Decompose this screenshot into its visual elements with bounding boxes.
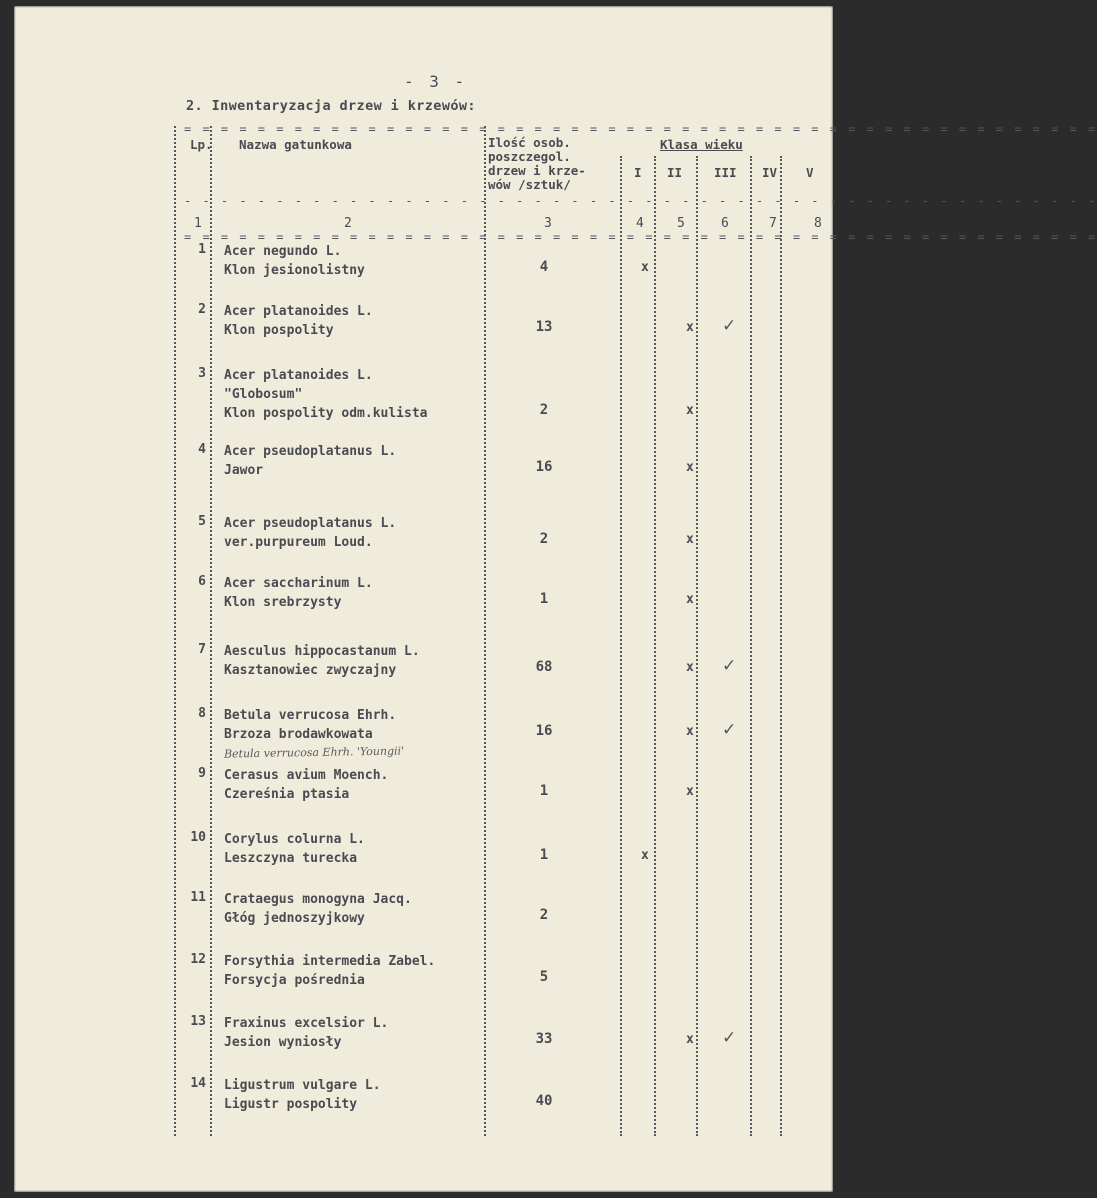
species-latin-name: Ligustrum vulgare L.: [224, 1078, 381, 1093]
species-polish-name: Jawor: [224, 463, 264, 478]
row-number: 6: [198, 574, 206, 589]
column-separator: [210, 126, 212, 1136]
check-mark-icon: ✓: [722, 1028, 737, 1048]
species-polish-name: Brzoza brodawkowata: [224, 727, 373, 742]
header-name: Nazwa gatunkowa: [239, 137, 352, 152]
age-class-mark: x: [641, 260, 649, 275]
column-number-7: 7: [769, 216, 777, 231]
row-number: 13: [190, 1014, 206, 1029]
row-number: 1: [198, 242, 206, 257]
specimen-count: 4: [539, 259, 549, 275]
species-latin-name: Fraxinus excelsior L.: [224, 1016, 389, 1031]
column-number-4: 4: [636, 216, 644, 231]
header-mid-rule: - - - - - - - - - - - - - - - - - - - - - - - - - - - - - - - - - - - - - - - - - - - - - - - - - -: [184, 194, 1097, 208]
row-number: 9: [198, 766, 206, 781]
row-number: 4: [198, 442, 206, 457]
species-latin-name: Acer saccharinum L.: [224, 576, 373, 591]
header-lp: Lp.: [190, 137, 213, 152]
species-polish-name: ver.purpureum Loud.: [224, 535, 373, 550]
specimen-count: 2: [539, 907, 549, 923]
row-number: 7: [198, 642, 206, 657]
handwritten-note: Betula verrucosa Ehrh. 'Youngii': [223, 744, 405, 761]
species-polish-name: Głóg jednoszyjkowy: [224, 911, 365, 926]
age-class-mark: x: [686, 532, 694, 547]
header-bottom-rule: = = = = = = = = = = = = = = = = = = = = = = = = = = = = = = = = = = = = = = = = = = = = = = = = = =: [184, 230, 1097, 244]
column-separator: [780, 156, 782, 1136]
specimen-count: 33: [535, 1031, 553, 1047]
specimen-count: 1: [539, 591, 549, 607]
age-class-mark: x: [686, 1032, 694, 1047]
age-class-mark: x: [686, 660, 694, 675]
age-class-mark: x: [686, 592, 694, 607]
header-top-rule: = = = = = = = = = = = = = = = = = = = = = = = = = = = = = = = = = = = = = = = = = = = = = = = = = =: [184, 122, 1097, 136]
species-polish-name: Czereśnia ptasia: [224, 787, 350, 802]
header-class-i: I: [634, 165, 642, 180]
column-number-5: 5: [677, 216, 685, 231]
specimen-count: 2: [539, 531, 549, 547]
column-number-1: 1: [194, 216, 202, 231]
row-number: 12: [190, 952, 206, 967]
specimen-count: 40: [535, 1093, 553, 1109]
age-class-mark: x: [641, 848, 649, 863]
species-polish-name: Klon pospolity: [224, 323, 334, 338]
species-latin-name: Corylus colurna L.: [224, 832, 365, 847]
header-class-ii: II: [667, 165, 683, 180]
page-number: - 3 -: [404, 72, 468, 91]
species-latin-name: Cerasus avium Moench.: [224, 768, 389, 783]
species-latin-name: Crataegus monogyna Jacq.: [224, 892, 412, 907]
species-latin-name: Betula verrucosa Ehrh.: [224, 708, 397, 723]
column-separator: [696, 156, 698, 1136]
specimen-count: 13: [535, 319, 553, 335]
section-title: 2. Inwentaryzacja drzew i krzewów:: [186, 98, 476, 114]
row-number: 2: [198, 302, 206, 317]
species-polish-name: Kasztanowiec zwyczajny: [224, 663, 397, 678]
species-latin-name: Acer negundo L.: [224, 244, 342, 259]
row-number: 5: [198, 514, 206, 529]
row-number: 14: [190, 1076, 206, 1091]
header-class-iii: III: [714, 165, 737, 180]
specimen-count: 1: [539, 783, 549, 799]
row-number: 8: [198, 706, 206, 721]
age-class-mark: x: [686, 460, 694, 475]
age-class-mark: x: [686, 784, 694, 799]
column-number-6: 6: [721, 216, 729, 231]
column-number-8: 8: [814, 216, 822, 231]
check-mark-icon: ✓: [722, 720, 737, 740]
column-separator: [174, 126, 176, 1136]
age-class-mark: x: [686, 403, 694, 418]
document-page: [14, 6, 1097, 1192]
row-number: 10: [190, 830, 206, 845]
header-class-v: V: [806, 165, 814, 180]
specimen-count: 68: [535, 659, 553, 675]
species-latin-name: Acer platanoides L.: [224, 304, 373, 319]
species-polish-name: Jesion wyniosły: [224, 1035, 342, 1050]
species-latin-name: Acer pseudoplatanus L.: [224, 516, 397, 531]
species-polish-name: Klon pospolity odm.kulista: [224, 406, 428, 421]
row-number: 3: [198, 366, 206, 381]
specimen-count: 16: [535, 723, 553, 739]
species-polish-name: Klon srebrzysty: [224, 595, 342, 610]
column-separator: [654, 156, 656, 1136]
specimen-count: 5: [539, 969, 549, 985]
age-class-mark: x: [686, 724, 694, 739]
species-polish-name: Leszczyna turecka: [224, 851, 358, 866]
column-number-3: 3: [544, 216, 552, 231]
age-class-mark: x: [686, 320, 694, 335]
row-number: 11: [190, 890, 206, 905]
header-class-iv: IV: [762, 165, 778, 180]
specimen-count: 1: [539, 847, 549, 863]
species-latin-name: Aesculus hippocastanum L.: [224, 644, 420, 659]
species-polish-name: Ligustr pospolity: [224, 1097, 358, 1112]
species-latin-name: Acer platanoides L. "Globosum": [224, 368, 373, 402]
column-separator: [750, 156, 752, 1136]
column-separator: [484, 126, 486, 1136]
species-latin-name: Forsythia intermedia Zabel.: [224, 954, 436, 969]
check-mark-icon: ✓: [722, 656, 737, 676]
header-count: Ilość osob. poszczegol. drzew i krze- wów /sztuk/: [488, 135, 586, 192]
column-number-2: 2: [344, 216, 352, 231]
species-polish-name: Forsycja pośrednia: [224, 973, 365, 988]
header-age-class: Klasa wieku: [660, 137, 743, 152]
species-latin-name: Acer pseudoplatanus L.: [224, 444, 397, 459]
check-mark-icon: ✓: [722, 316, 737, 336]
species-polish-name: Klon jesionolistny: [224, 263, 365, 278]
specimen-count: 2: [539, 402, 549, 418]
column-separator: [620, 156, 622, 1136]
specimen-count: 16: [535, 459, 553, 475]
